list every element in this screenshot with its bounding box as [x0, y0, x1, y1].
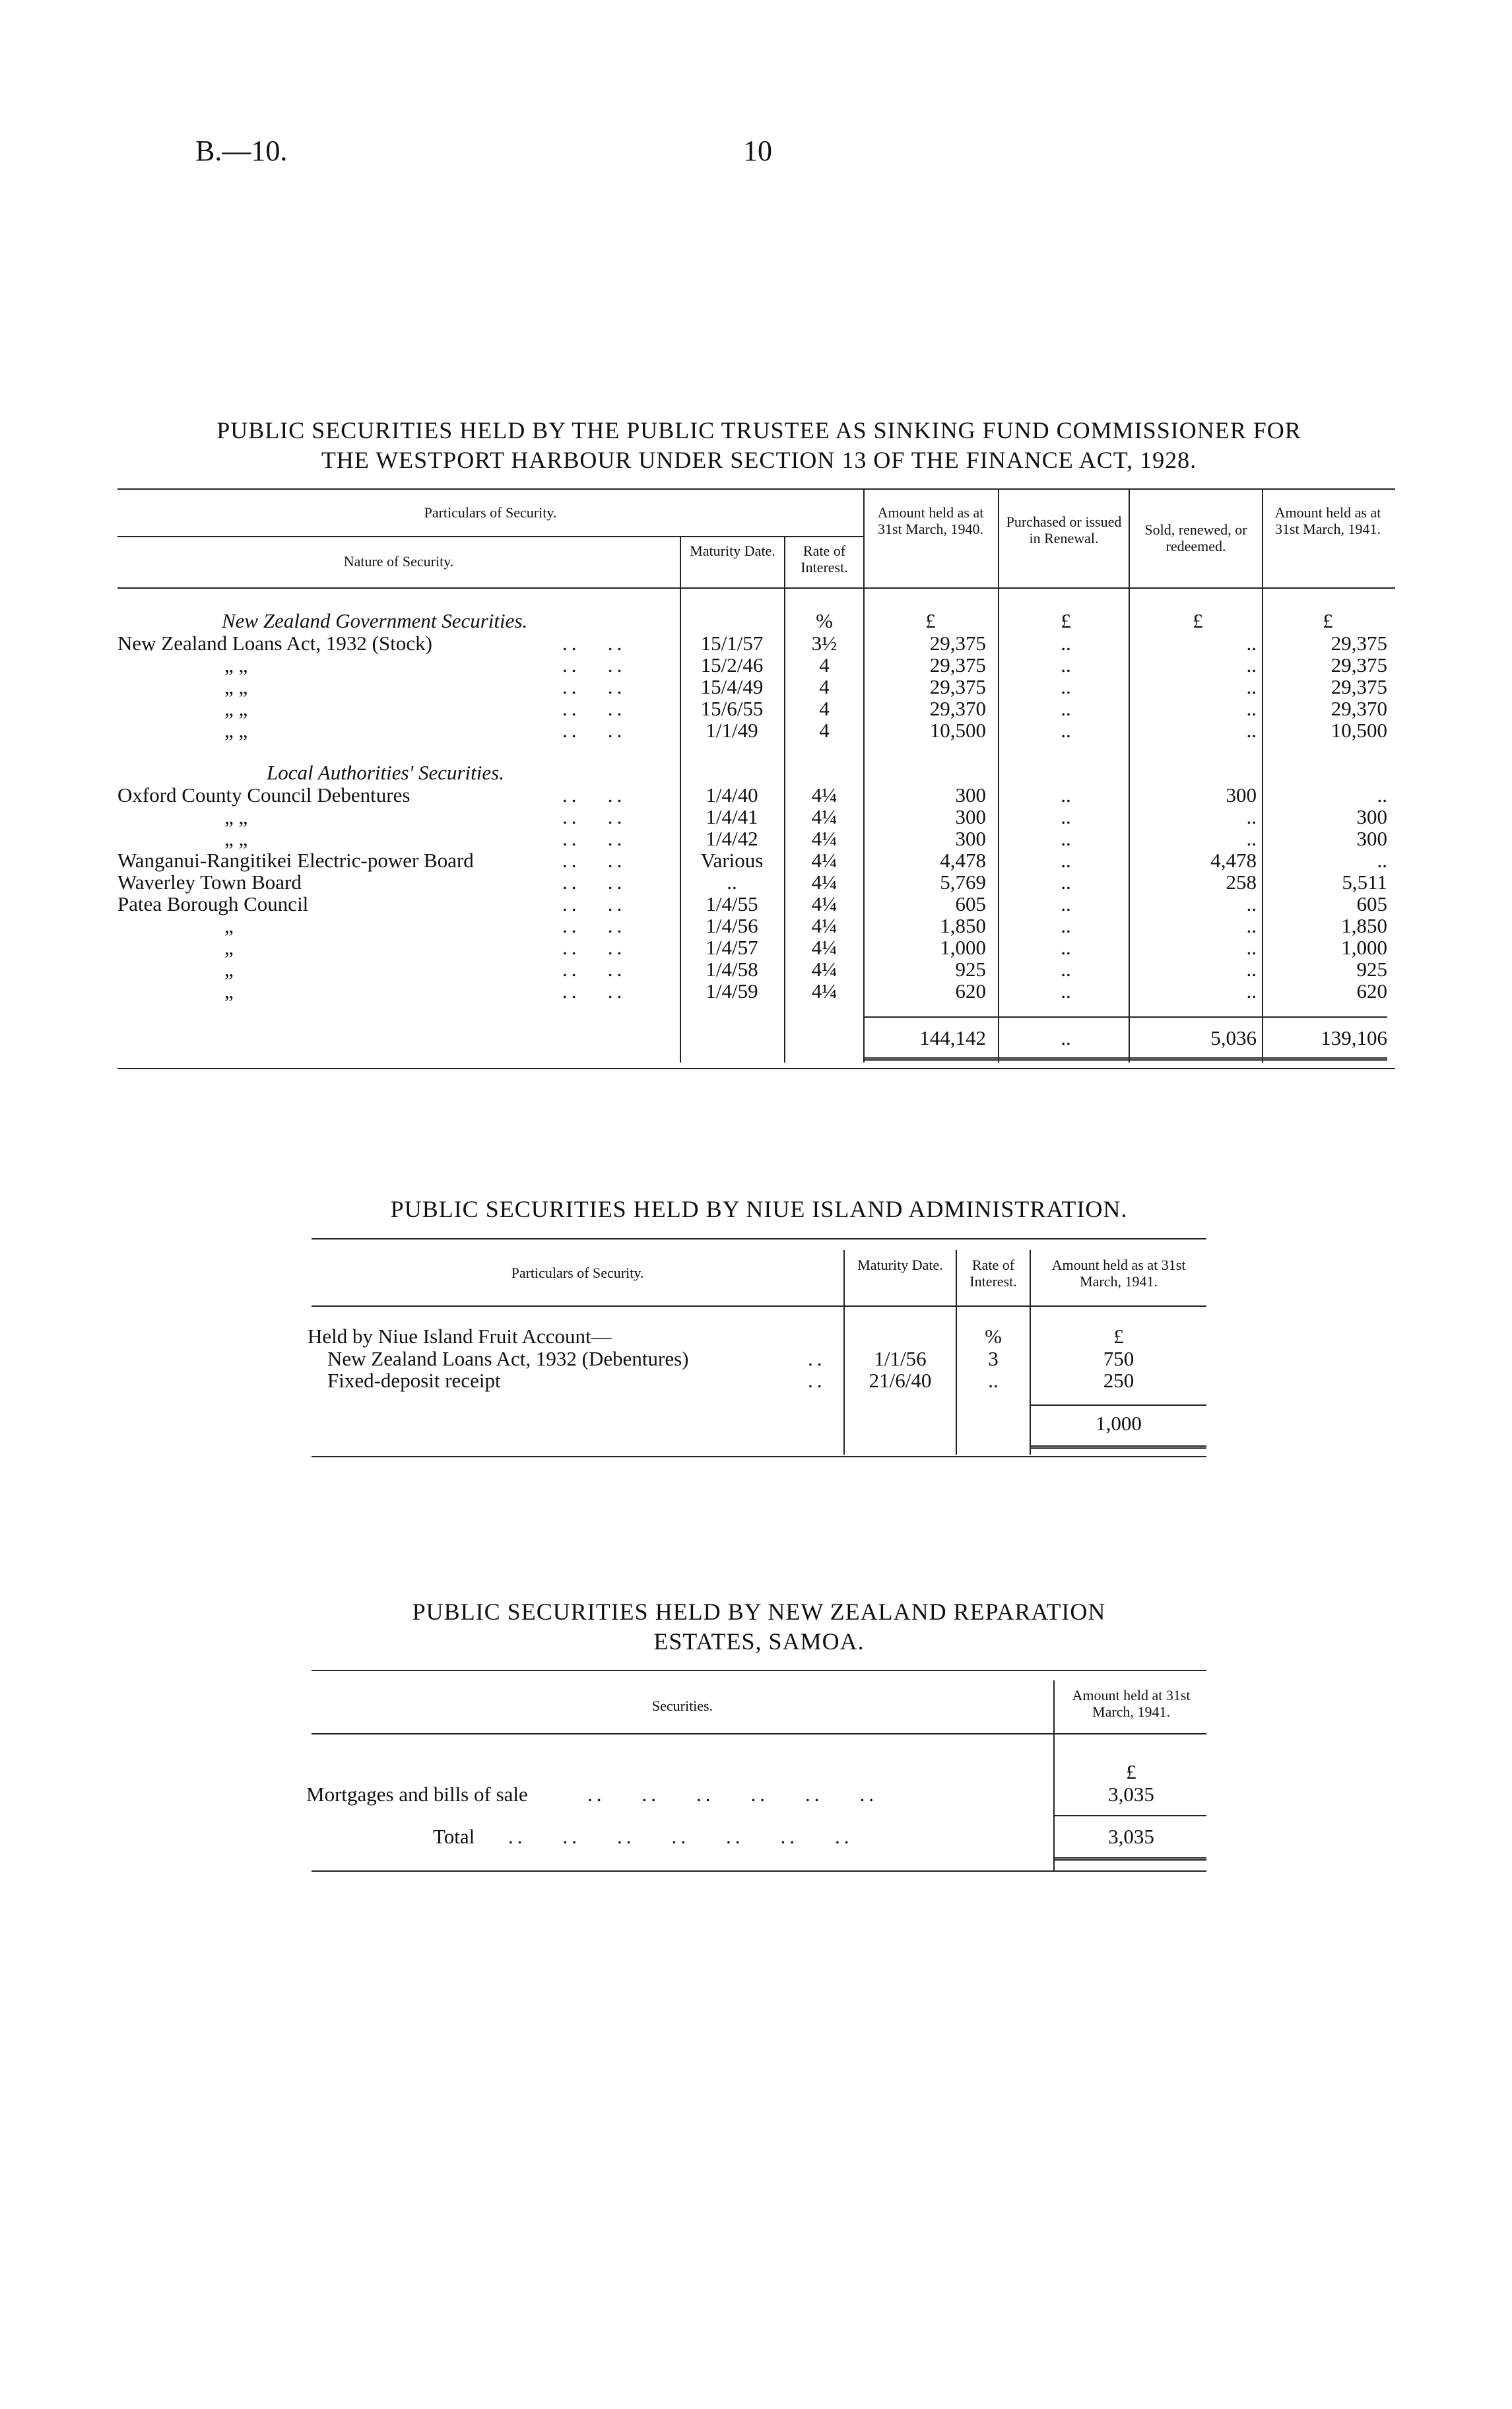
table1-total-purchased: ..	[1061, 1026, 1071, 1049]
table1-header-maturity: Maturity Date.	[690, 543, 775, 559]
table1-header-held-1940: Amount held as at 31st March, 1940.	[877, 504, 984, 538]
table1-row-maturity: 15/4/49	[700, 675, 764, 698]
table1-header-particulars: Particulars of Security.	[424, 504, 557, 521]
table1-unit-rate: %	[816, 609, 833, 632]
table2-header-maturity: Maturity Date.	[857, 1257, 943, 1273]
table1-row-sold: ..	[1246, 653, 1257, 676]
table2-row-label: New Zealand Loans Act, 1932 (Debentures)	[327, 1347, 689, 1370]
table1-row-purchased: ..	[1061, 979, 1071, 1003]
table1-row-purchased: ..	[1061, 871, 1071, 894]
table1-row-nature: „ „	[224, 805, 248, 828]
table1-row-sold: ..	[1246, 675, 1257, 698]
table1-row-maturity: 1/4/41	[706, 805, 758, 828]
table1-row-held-1940: 925	[955, 958, 986, 981]
table1-row-purchased: ..	[1061, 632, 1071, 655]
table2-row-maturity: 21/6/40	[869, 1369, 932, 1392]
table1-row-held-1941: 925	[1356, 958, 1387, 981]
table1-row-held-1940: 29,375	[929, 632, 986, 655]
table2-group-label: Held by Niue Island Fruit Account—	[308, 1325, 612, 1348]
table1-row-held-1941: 620	[1356, 979, 1387, 1003]
table3-header-amount: Amount held at 31st March, 1941.	[1072, 1687, 1191, 1721]
table1-row-nature: „ „	[224, 827, 248, 850]
table1-row-nature: Oxford County Council Debentures	[117, 783, 411, 807]
table1-row-held-1941: 29,370	[1331, 697, 1387, 720]
table1-row-held-1940: 29,375	[929, 675, 986, 698]
table1-row-nature: „ „	[224, 697, 248, 720]
table1-row-sold: ..	[1246, 892, 1257, 915]
table1-row-rate: 3½	[811, 632, 838, 655]
table1-row-sold: ..	[1246, 697, 1257, 720]
table1-row-rate: 4¼	[811, 936, 838, 959]
table1-row-purchased: ..	[1061, 936, 1071, 959]
table1-row-maturity: 1/4/57	[706, 936, 758, 959]
table1-unit-purchased: £	[1061, 609, 1071, 632]
table1-row-rate: 4¼	[811, 827, 838, 850]
table2-title: PUBLIC SECURITIES HELD BY NIUE ISLAND ADMINISTRATION.	[390, 1196, 1128, 1222]
table2-row-label: Fixed-deposit receipt	[327, 1369, 501, 1392]
table1-row-held-1940: 605	[955, 892, 986, 915]
table1-row-held-1941: ..	[1377, 783, 1387, 807]
table3-row-label: Mortgages and bills of sale	[306, 1783, 528, 1806]
table1-row-purchased: ..	[1061, 849, 1071, 872]
table1-row-nature: „ „	[224, 653, 248, 676]
table1-row-maturity: 1/4/58	[706, 958, 758, 981]
table1-row-maturity: 15/6/55	[700, 697, 764, 720]
table1-row-held-1940: 29,375	[929, 653, 986, 676]
table1-row-maturity: 1/1/49	[706, 719, 758, 742]
table1-row-sold: ..	[1246, 805, 1257, 828]
table1-row-rate: 4	[819, 697, 830, 720]
table1-title: PUBLIC SECURITIES HELD BY THE PUBLIC TRUSTEE AS SINKING FUND COMMISSIONER FOR THE WESTPORT HARBOUR UNDER SECTION 13 OF THE FINANCE ACT, 1928.	[216, 417, 1301, 473]
table1-row-rate: 4¼	[811, 849, 838, 872]
table1-row-held-1941: 5,511	[1342, 871, 1387, 894]
table1-row-nature: „	[224, 936, 234, 959]
table1-row-held-1940: 4,478	[940, 849, 986, 872]
table1-row-held-1940: 300	[955, 805, 986, 828]
table1-row-held-1941: 1,000	[1341, 936, 1387, 959]
table1-row-rate: 4¼	[811, 783, 838, 807]
table1-row-held-1941: 29,375	[1331, 675, 1387, 698]
table3-row-amount: 3,035	[1108, 1783, 1154, 1806]
table1-row-held-1940: 1,000	[940, 936, 986, 959]
table1-row-held-1940: 620	[955, 979, 986, 1003]
table1-row-purchased: ..	[1061, 805, 1071, 828]
table1-row-rate: 4¼	[811, 892, 838, 915]
table1-row-sold: ..	[1246, 719, 1257, 742]
table1-row-held-1941: 605	[1356, 892, 1387, 915]
table1-total-sold: 5,036	[1210, 1026, 1257, 1049]
table2-unit-rate: %	[985, 1325, 1002, 1348]
table1-row-rate: 4¼	[811, 871, 838, 894]
table1-row-held-1941: 29,375	[1331, 632, 1387, 655]
table1-header-sold: Sold, renewed, or redeemed.	[1144, 521, 1247, 555]
table1-row-maturity: 1/4/55	[706, 892, 758, 915]
table1-row-sold: ..	[1246, 632, 1257, 655]
table1-header-nature: Nature of Security.	[343, 553, 454, 570]
table1-row-rate: 4¼	[811, 979, 838, 1003]
table1-row-nature: Wanganui-Rangitikei Electric-power Board	[117, 849, 474, 872]
table1-row-purchased: ..	[1061, 783, 1071, 807]
table1-unit-sold: £	[1193, 609, 1203, 632]
table1-row-sold: 258	[1226, 871, 1257, 894]
table3-total-label: Total	[433, 1825, 475, 1848]
table1-row-rate: 4¼	[811, 805, 838, 828]
table1-row-held-1940: 1,850	[940, 914, 986, 937]
table1-row-rate: 4	[819, 719, 830, 742]
table1-total-held-1941: 139,106	[1321, 1026, 1387, 1049]
table1-row-maturity: 1/4/40	[706, 783, 758, 807]
table1-row-maturity: Various	[700, 849, 764, 872]
table3-title: PUBLIC SECURITIES HELD BY NEW ZEALAND REPARATION ESTATES, SAMOA.	[412, 1599, 1106, 1655]
table1-row-held-1941: 300	[1356, 805, 1387, 828]
table1-row-sold: ..	[1246, 914, 1257, 937]
table2-header-amount: Amount held as at 31st March, 1941.	[1051, 1257, 1186, 1290]
table1-row-rate: 4¼	[811, 958, 838, 981]
table1-row-purchased: ..	[1061, 697, 1071, 720]
table1-unit-held-1941: £	[1323, 609, 1333, 632]
table1-row-held-1941: ..	[1377, 849, 1387, 872]
table1-header-purchased: Purchased or issued in Renewal.	[1006, 513, 1122, 547]
table1-row-sold: 4,478	[1210, 849, 1257, 872]
table1-row-sold: ..	[1246, 936, 1257, 959]
page-reference: B.—10.	[195, 135, 288, 167]
table1-row-purchased: ..	[1061, 827, 1071, 850]
table1-row-held-1941: 10,500	[1331, 719, 1387, 742]
table1-header-held-1941: Amount held as at 31st March, 1941.	[1274, 504, 1381, 538]
table1-row-held-1941: 300	[1356, 827, 1387, 850]
table1-header-rate: Rate of Interest.	[801, 543, 848, 576]
table1-row-purchased: ..	[1061, 892, 1071, 915]
table2-header-rate: Rate of Interest.	[970, 1257, 1017, 1290]
table1-row-held-1941: 1,850	[1341, 914, 1387, 937]
table1-row-purchased: ..	[1061, 653, 1071, 676]
table1-row-rate: 4	[819, 653, 830, 676]
table2-total-amount: 1,000	[1096, 1412, 1142, 1435]
table1-row-maturity: 15/1/57	[700, 632, 764, 655]
table3-total-amount: 3,035	[1108, 1825, 1154, 1848]
table1-unit-held-1940: £	[925, 609, 936, 632]
table1-row-maturity: 1/4/59	[706, 979, 758, 1003]
table1-row-maturity: 15/2/46	[700, 653, 764, 676]
table2-row-rate: 3	[988, 1347, 999, 1370]
table1-row-sold: ..	[1246, 979, 1257, 1003]
table1-row-sold: ..	[1246, 827, 1257, 850]
table3-unit-amount: £	[1126, 1760, 1136, 1783]
table1-row-nature: „ „	[224, 675, 248, 698]
table1-row-sold: 300	[1226, 783, 1257, 807]
table1-row-held-1940: 300	[955, 827, 986, 850]
table1-row-held-1940: 10,500	[929, 719, 986, 742]
table1-row-nature: Waverley Town Board	[117, 871, 302, 894]
table1-row-maturity: 1/4/42	[706, 827, 758, 850]
table1-row-nature: New Zealand Loans Act, 1932 (Stock)	[117, 632, 432, 655]
table1-row-purchased: ..	[1061, 914, 1071, 937]
table1-row-maturity: ..	[727, 871, 737, 894]
table2-header-particulars: Particulars of Security.	[511, 1265, 644, 1281]
table2-row-amount: 250	[1103, 1369, 1134, 1392]
table1-section-local: Local Authorities' Securities.	[267, 761, 504, 784]
table1-row-nature: „	[224, 979, 234, 1003]
table1-row-maturity: 1/4/56	[706, 914, 758, 937]
table1-row-purchased: ..	[1061, 719, 1071, 742]
table1-row-nature: „ „	[224, 719, 248, 742]
table2-row-rate: ..	[988, 1369, 999, 1392]
table1-row-rate: 4	[819, 675, 830, 698]
table2-unit-amount: £	[1113, 1325, 1124, 1348]
table1-row-nature: Patea Borough Council	[117, 892, 309, 915]
table2-row-maturity: 1/1/56	[874, 1347, 927, 1370]
table1-row-held-1940: 300	[955, 783, 986, 807]
table1-row-nature: „	[224, 958, 234, 981]
table1-row-purchased: ..	[1061, 675, 1071, 698]
table1-row-rate: 4¼	[811, 914, 838, 937]
table1-total-held-1940: 144,142	[919, 1026, 986, 1049]
page-number: 10	[743, 135, 772, 167]
table1-row-nature: „	[224, 914, 234, 937]
table1-row-purchased: ..	[1061, 958, 1071, 981]
table1-row-held-1941: 29,375	[1331, 653, 1387, 676]
table2-row-amount: 750	[1103, 1347, 1134, 1370]
table3-header-securities: Securities.	[651, 1698, 713, 1714]
table1-row-held-1940: 29,370	[929, 697, 986, 720]
table1-row-held-1940: 5,769	[940, 871, 986, 894]
table1-section-nz: New Zealand Government Securities.	[222, 609, 528, 632]
table1-row-sold: ..	[1246, 958, 1257, 981]
